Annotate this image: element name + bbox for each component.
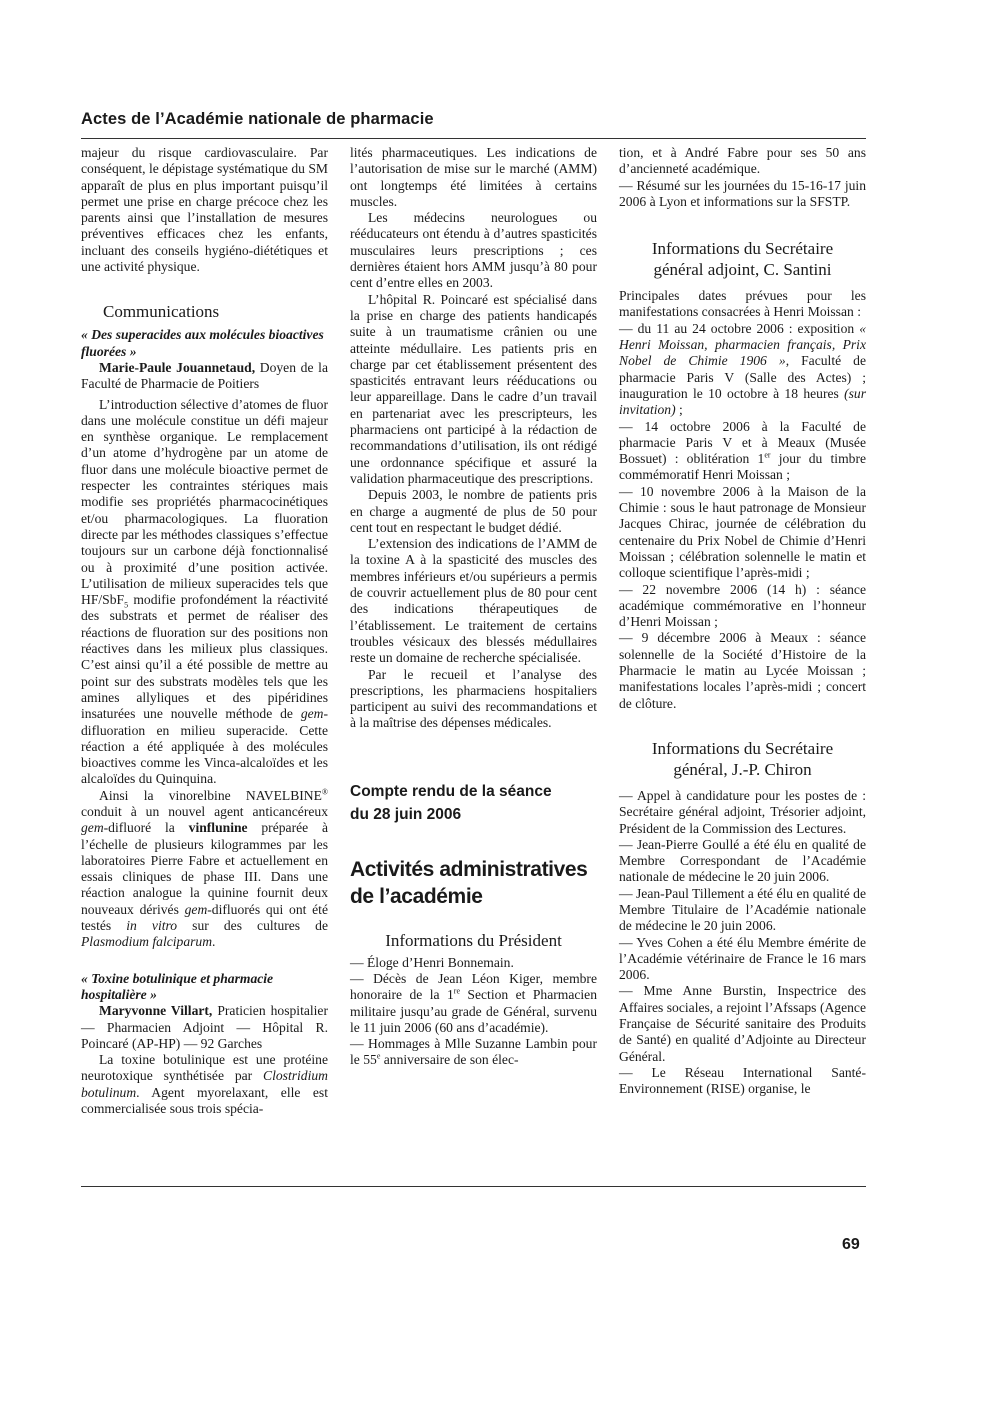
seance-heading: Compte rendu de la séance du 28 juin 2006 (350, 782, 552, 823)
talk2-title: « Toxine botulinique et pharmacie hospitalière » (81, 970, 274, 1002)
col2-paragraph-3: Depuis 2003, le nombre de patients pris en charge a augmenté de plus de 50 pour cent tout en respectant le budget dédié. (350, 487, 597, 535)
sg-item-6: — Le Réseau International Santé-Environnement (RISE) organise, le (619, 1064, 866, 1097)
col3-item-1: — Résumé sur les journées du 15-16-17 juin 2006 à Lyon et informations sur la SFSTP. (619, 177, 866, 209)
president-item-3: — Hommages à Mlle Suzanne Lambin pour le 55e anniversaire de son élec- (350, 1036, 597, 1068)
sg-adjoint-intro: Principales dates prévues pour les manifestations consacrées à Henri Moissan : (619, 288, 866, 320)
col2-paragraph-2: L’hôpital R. Poincaré est spécialisé dans la prise en charge des patients handicapés suite à un traumatisme crânien ou une atteinte médullaire. Les patients pris en charge par cet établissement présentent des spasticités entravant leurs rééducations ou leur appareillage. Dans le cadre d’un travail en partenariat avec les prescripteurs, les pharmaciens ont participé à la rédaction de recommandations d’utilisation, ils ont rédigé une ordonnance spécifique et assuré la validation pharmaceutique des prescriptions. (350, 291, 597, 486)
intro-paragraph: majeur du risque cardiovasculaire. Par conséquent, le dépistage systématique du SM apparaît de plus en plus important puisqu’il permet une prise en charge précoce chez les parents ainsi que l’installation de mesures préventives efficaces chez les enfants, incluant des conseils hygiéno-diététiques et une activité physique. (81, 145, 328, 275)
sg-adjoint-item-3: — 10 novembre 2006 à la Maison de la Chimie : sous le haut patronage de Monsieur Jacques Chirac, journée de célébration du centenaire du Prix Nobel de Chimie d’Henri Moissan ; célébration solennelle le matin et colloque scientifique l’après-midi ; (619, 483, 866, 581)
column-2 (350, 145, 597, 1069)
talk2-author-line (81, 1003, 328, 1052)
col2-paragraph-0: lités pharmaceutiques. Les indications de l’autorisation de mise sur le marché (AMM) ont longtemps été limitées à certains muscles. (350, 145, 597, 209)
talk2-paragraph-1: La toxine botulinique est une protéine neurotoxique synthétisée par Clostridium botulinum. Agent myorelaxant, elle est commercialisée sous trois spécia- (81, 1052, 328, 1117)
admin-activities-heading: Activités administratives de l’académie (350, 857, 588, 908)
president-item-2: — Décès de Jean Léon Kiger, membre honoraire de la 1re Section et Pharmacien militaire jusqu’au grade de Général, survenu le 11 juin 2006 (60 ans d’académie). (350, 970, 598, 1035)
sg-adjoint-item-5: — 9 décembre 2006 à Meaux : séance solennelle de la Société d’Histoire de la Pharmacie le matin au Lycée Moissan ; manifestations locales l’après-midi ; concert de clôture. (619, 630, 866, 711)
sg-item-3: — Jean-Paul Tillement a été élu en qualité de Membre Titulaire de l’Académie nationale de médecine le 20 juin 2006. (619, 885, 866, 934)
col2-paragraph-5: Par le recueil et l’analyse des prescriptions, les pharmaciens hospitaliers participent au suivi des recommandations et à la maîtrise des dépenses médicales. (350, 666, 597, 731)
talk1-paragraph-2: Ainsi la vinorelbine NAVELBINE® conduit à un nouvel agent anticancéreux gem-difluoré la vinflunine préparée à l’échelle de plusieurs kilogrammes par les laboratoires Pierre Fabre et actuellement en essais cliniques de phase III. Dans une réaction analogue la quinine fournit deux nouveaux dérivés gem-difluorés qui ont été testés in vitro sur des cultures de Plasmodium falciparum. (81, 787, 328, 950)
sg-item-1: — Appel à candidature pour les postes de : Secrétaire général adjoint, Trésorier adjoint, Président de la Commission des Lectures. (619, 787, 866, 836)
talk1-author-line (81, 360, 328, 393)
president-item-1: — Éloge d’Henri Bonnemain. (350, 954, 514, 970)
talk1-title: « Des superacides aux molécules bioactives fluorées » (81, 327, 324, 359)
talk1-author: Marie-Paule Jouannetaud, (99, 359, 256, 375)
col2-paragraph-4: L’extension des indications de l’AMM de la toxine A à la spasticité des muscles des membres inférieurs et/ou supérieurs a permis de couvrir actuellement plus de 80 pour cent des indications thérapeutiques de l’établissement. Le traitement de certains troubles vésicaux des blessés médullaires reste un domaine de recherche spécialisée. (350, 536, 597, 666)
page-number: 69 (842, 1236, 860, 1253)
sg-adjoint-heading: Informations du Secrétaire général adjoint, C. Santini (651, 239, 834, 280)
col2-paragraph-1: Les médecins neurologues ou rééducateurs ont étendu à d’autres spasticités musculaires leurs prescriptions ; ces dernières étaient hors AMM jusqu’à 80 pour cent d’entre elles en 2003. (350, 210, 597, 291)
footer-rule (81, 1186, 866, 1187)
sg-item-5: — Mme Anne Burstin, Inspectrice des Affaires sociales, a rejoint l’Afssaps (Agence Française de Sécurité sanitaire des Produits de Santé) en qualité d’Adjointe au Directeur Général. (619, 983, 866, 1064)
header-rule (81, 138, 866, 139)
talk2-author: Maryvonne Villart, (99, 1003, 213, 1019)
talk1-affiliation: Doyen de la Faculté de Pharmacie de Poitiers (81, 359, 328, 392)
sg-adjoint-item-4: — 22 novembre 2006 (14 h) : séance académique commémorative en l’honneur d’Henri Moissan ; (619, 581, 866, 630)
communications-heading: Communications (103, 302, 220, 322)
talk1-paragraph-1: L’introduction sélective d’atomes de fluor dans une molécule constitue un défi majeur en synthèse organique. Le remplacement d’un atome d’hydrogène par un atome de fluor dans une molécule bioactive permet de respecter les contraintes stériques mais modifie ses propriétés pharmacocinétiques et/ou pharmacologiques. La fluoration directe par les méthodes classiques s’effectue toujours sur un carbone déjà fonctionnalisé ou à proximité d’une position activée. L’utilisation de milieux superacides tels que HF/SbF$_5$ modifie profondément la réactivité des substrats et permet de réaliser des réactions de fluoration sur des positions non réactives dans les milieux plus classiques. C’est ainsi qu’il a été possible de mettre au point sur des substrats modèles tels que les amines allyliques et des pipéridines insaturées une nouvelle méthode de gem-difluoration en milieu superacide. Cette réaction a été appliquée à des molécules bioactives comme les Vinca-alcaloïdes et les alcaloïdes du Quinquina. (81, 396, 328, 787)
column-1 (81, 145, 328, 1117)
president-heading: Informations du Président (385, 930, 562, 950)
sg-adjoint-item-2: — 14 octobre 2006 à la Faculté de pharmacie Paris V et à Meaux (Musée Bossuet) : oblitération 1er jour du timbre commémoratif Henri Moissan ; (619, 418, 866, 483)
running-header-title: Actes de l’Académie nationale de pharmacie (81, 110, 434, 128)
column-3 (619, 145, 866, 1098)
sg-adjoint-item-1: — du 11 au 24 octobre 2006 : exposition « Henri Moissan, pharmacien français, Prix Nobel de Chimie 1906 », Faculté de pharmacie Paris V (Salle des Actes) ; inauguration le 10 octobre à 18 heures (sur invitation) ; (619, 320, 866, 418)
col3-paragraph-0: tion, et à André Fabre pour ses 50 ans d’ancienneté académique. (619, 145, 866, 177)
sg-heading: Informations du Secrétaire général, J.-P. Chiron (651, 738, 834, 779)
talk2-affiliation: Praticien hospitalier — Pharmacien Adjoint — Hôpital R. Poincaré (AP-HP) — 92 Garches (81, 1003, 328, 1051)
sg-item-4: — Yves Cohen a été élu Membre émérite de l’Académie vétérinaire de France le 16 mars 2006. (619, 934, 866, 983)
sg-item-2: — Jean-Pierre Goullé a été élu en qualité de Membre Correspondant de l’Académie nationale de médecine le 20 juin 2006. (619, 836, 866, 885)
